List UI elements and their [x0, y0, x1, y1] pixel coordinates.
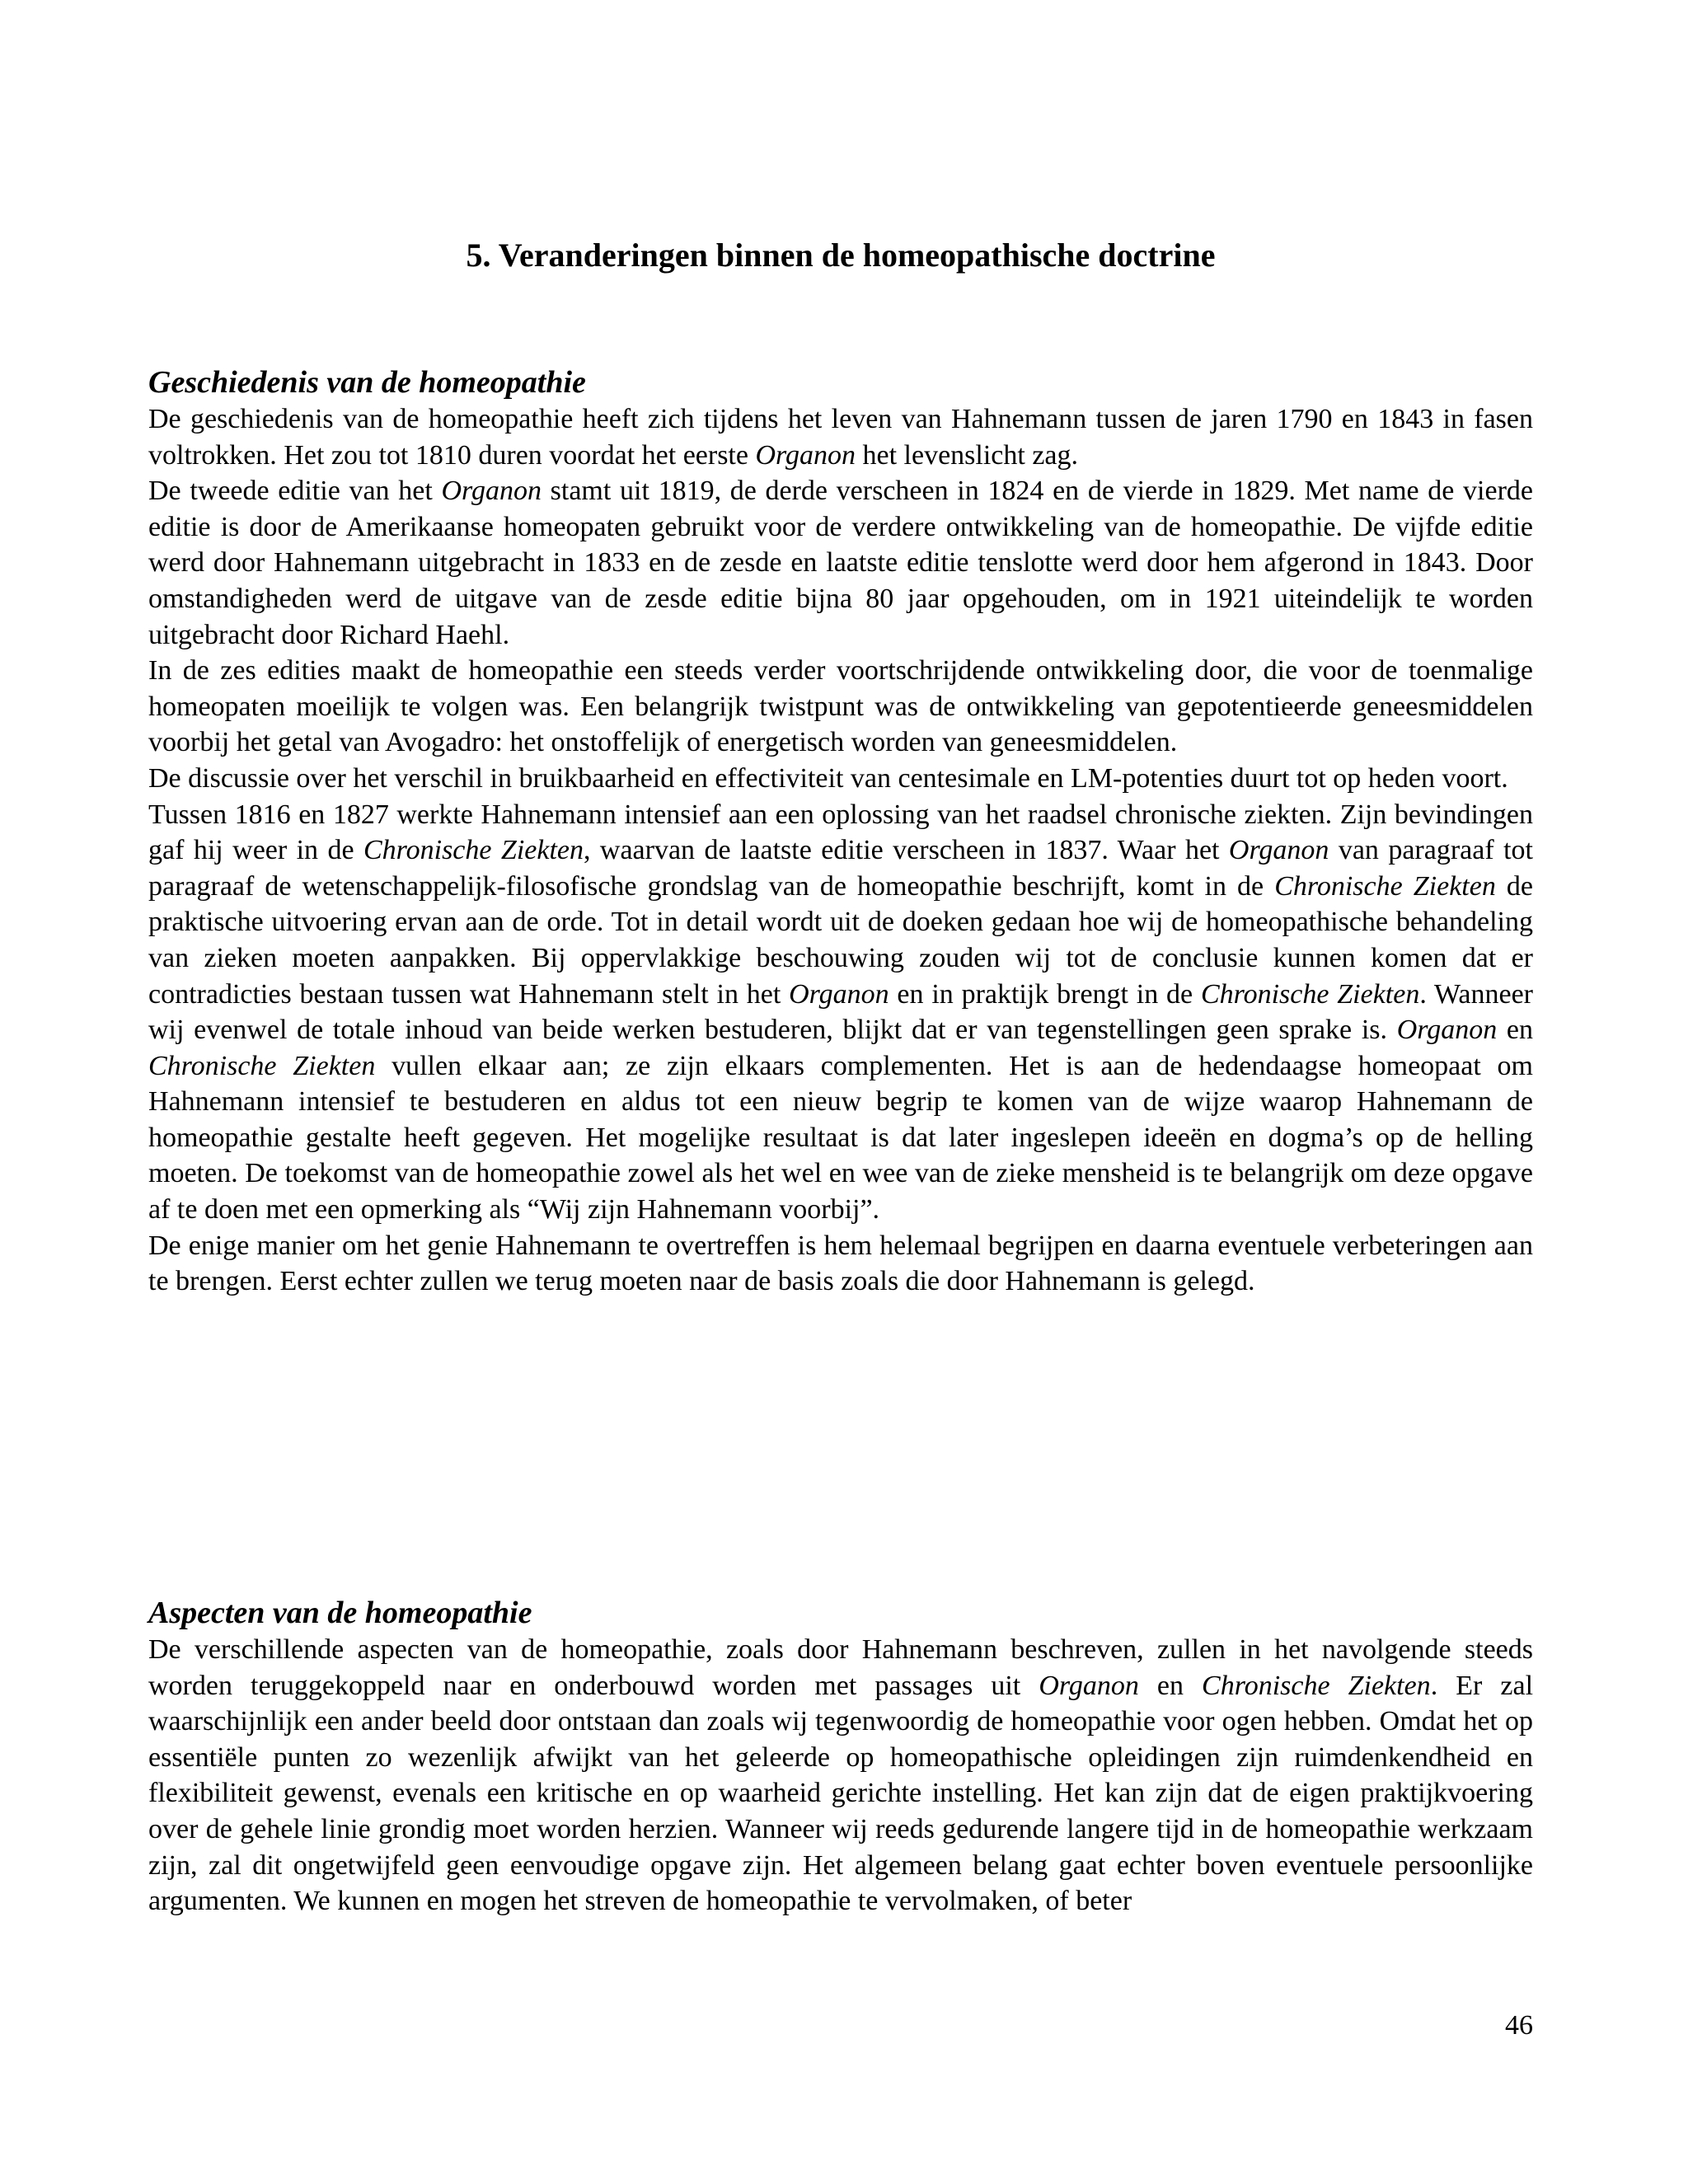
- paragraph-text: Tussen 1816 en 1827 werkte Hahnemann intensief aan een oplossing van het raadsel chronische ziekten. Zijn bevindingen gaf hij weer in de: [148, 799, 1533, 866]
- paragraph-text: . Er zal waarschijnlijk een ander beeld door ontstaan dan zoals wij tegenwoordig de homeopathie voor ogen hebben. Omdat het op essentiële punten zo wezenlijk afwijkt van het geleerde op homeopathische opleidingen zijn ruimdenkendheid en flexibiliteit gewenst, evenals een kritische en op waarheid gerichte instelling. Het kan zijn dat de eigen praktijkvoering over de gehele linie grondig moet worden herzien. Wanneer wij reeds gedurende langere tijd in de homeopathie werkzaam zijn, zal dit ongetwijfeld geen eenvoudige opgave zijn. Het algemeen belang gaat echter boven eventuele persoonlijke argumenten. We kunnen en mogen het streven de homeopathie te vervolmaken, of beter: [148, 1670, 1534, 1917]
- italic-title-text: Organon: [1039, 1670, 1139, 1701]
- section-history: [148, 364, 1533, 1300]
- section-heading: Aspecten van de homeopathie: [148, 1596, 532, 1630]
- paragraph-text: en in praktijk brengt in de: [889, 978, 1201, 1010]
- document-page: [148, 0, 1533, 2184]
- italic-title-text: Chronische Ziekten: [1202, 1670, 1431, 1701]
- paragraph-text: . Wanneer wij evenwel de totale inhoud van beide werken bestuderen, blijkt dat er van tegenstellingen geen sprake is.: [148, 978, 1533, 1046]
- paragraph: [148, 1632, 1533, 1919]
- italic-title-text: Chronische Ziekten: [363, 835, 584, 866]
- chapter-title: 5. Veranderingen binnen de homeopathische doctrine: [466, 237, 1216, 274]
- paragraph-text: De verschillende aspecten van de homeopathie, zoals door Hahnemann beschreven, zullen in het navolgende steeds worden teruggekoppeld naar en onderbouwd worden met passages uit: [148, 1634, 1533, 1701]
- paragraph: [148, 761, 1533, 797]
- italic-title-text: Chronische Ziekten: [1200, 978, 1420, 1010]
- paragraph: [148, 401, 1533, 473]
- paragraph-text: stamt uit 1819, de derde verscheen in 1824 en de vierde in 1829. Met name de vierde editie is door de Amerikaanse homeopaten gebruikt voor de verdere ontwikkeling van de homeopathie. De vijfde editie werd door Hahnemann uitgebracht in 1833 en de zesde en laatste editie tenslotte werd door hem afgerond in 1843. Door omstandigheden werd de uitgave van de zesde editie bijna 80 jaar opgehouden, om in 1921 uiteindelijk te worden uitgebracht door Richard Haehl.: [148, 476, 1533, 650]
- page-number: 46: [1505, 2010, 1533, 2041]
- paragraph-text: en: [1497, 1015, 1533, 1046]
- italic-title-text: Organon: [1396, 1015, 1498, 1046]
- italic-title-text: Chronische Ziekten: [148, 1050, 376, 1081]
- paragraph-text: het levenslicht zag.: [856, 439, 1079, 471]
- paragraph-text: de praktische uitvoering ervan aan de orde. Tot in detail wordt uit de doeken gedaan hoe wij de homeopathische behandeling van zieken moeten aanpakken. Bij oppervlakkige beschouwing zouden wij tot de conclusie kunnen komen dat er contradicties bestaan tussen wat Hahnemann stelt in het: [148, 870, 1533, 1010]
- section-body: [148, 1632, 1533, 1919]
- italic-title-text: Organon: [789, 978, 889, 1010]
- section-body: [148, 401, 1533, 1300]
- paragraph: [148, 797, 1533, 1228]
- italic-title-text: Chronische Ziekten: [1274, 870, 1496, 902]
- paragraph-text: De geschiedenis van de homeopathie heeft zich tijdens het leven van Hahnemann tussen de jaren 1790 en 1843 in fasen voltrokken. Het zou tot 1810 duren voordat het eerste: [148, 404, 1533, 471]
- paragraph: [148, 1228, 1533, 1300]
- paragraph: [148, 653, 1533, 761]
- italic-title-text: Organon: [1228, 835, 1329, 866]
- paragraph-text: De discussie over het verschil in bruikbaarheid en effectiviteit van centesimale en LM-potenties duurt tot op heden voort.: [148, 762, 1508, 794]
- section-aspects: [148, 1595, 1533, 1919]
- paragraph-text: De enige manier om het genie Hahnemann te overtreffen is hem helemaal begrijpen en daarna eventuele verbeteringen aan te brengen. Eerst echter zullen we terug moeten naar de basis zoals die door Hahnemann is gelegd.: [148, 1230, 1533, 1297]
- section-heading: Geschiedenis van de homeopathie: [148, 365, 586, 400]
- paragraph-text: en: [1138, 1670, 1203, 1701]
- paragraph-text: De tweede editie van het: [148, 476, 442, 507]
- paragraph-text: In de zes edities maakt de homeopathie een steeds verder voortschrijdende ontwikkeling door, die voor de toenmalige homeopaten moeilijk te volgen was. Een belangrijk twistpunt was de ontwikkeling van gepotentieerde geneesmiddelen voorbij het getal van Avogadro: het onstoffelijk of energetisch worden van geneesmiddelen.: [148, 655, 1533, 758]
- italic-title-text: Organon: [755, 439, 856, 471]
- paragraph-text: van paragraaf tot paragraaf de wetenschappelijk-filosofische grondslag van de homeopathie beschrijft, komt in de: [148, 835, 1533, 902]
- italic-title-text: Organon: [441, 476, 542, 507]
- paragraph: [148, 473, 1533, 653]
- paragraph-text: , waarvan de laatste editie verscheen in 1837. Waar het: [583, 835, 1229, 866]
- paragraph-text: vullen elkaar aan; ze zijn elkaars complementen. Het is aan de hedendaagse homeopaat om Hahnemann intensief te bestuderen en aldus tot een nieuw begrip te komen van de wijze waarop Hahnemann de homeopathie gestalte heeft gegeven. Het mogelijke resultaat is dat later ingeslepen ideeën en dogma’s op de helling moeten. De toekomst van de homeopathie zowel als het wel en wee van de zieke mensheid is te belangrijk om deze opgave af te doen met een opmerking als “Wij zijn Hahnemann voorbij”.: [148, 1050, 1533, 1226]
